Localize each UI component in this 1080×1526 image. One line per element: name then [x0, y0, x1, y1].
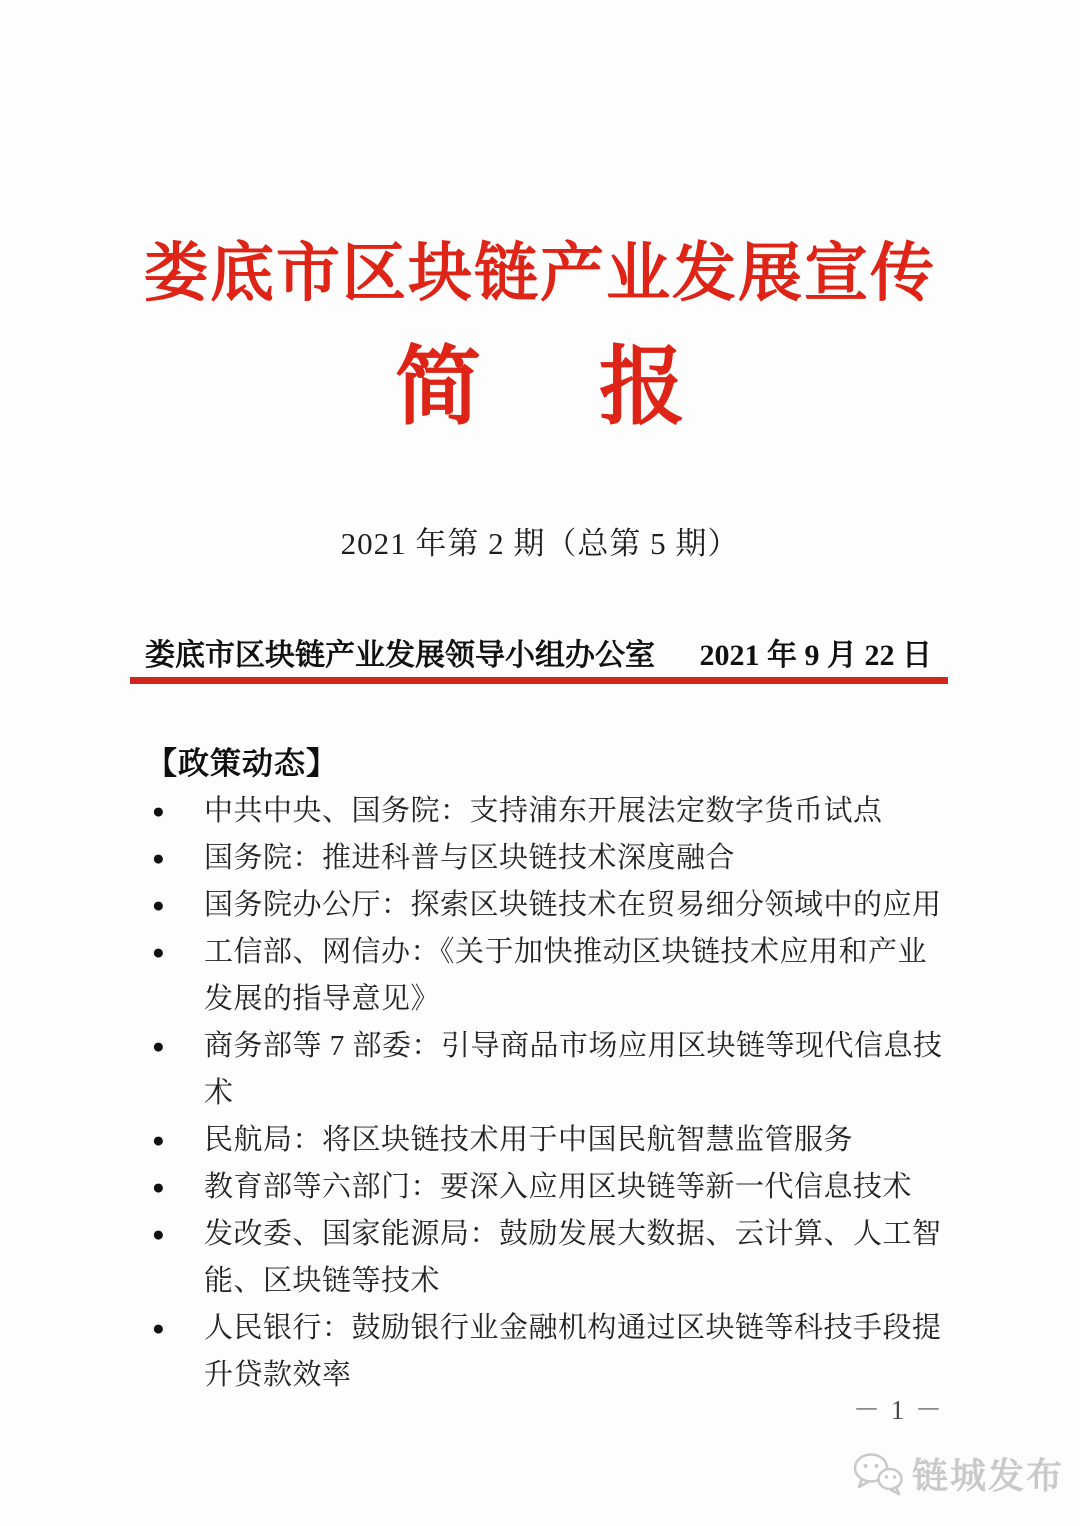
issuing-office: 娄底市区块链产业发展领导小组办公室 — [145, 639, 655, 672]
bullet-icon: ● — [152, 1175, 166, 1199]
watermark — [852, 1448, 1064, 1499]
bullet-icon: ● — [152, 1034, 166, 1058]
policy-list-item — [150, 1023, 950, 1117]
bulletin-subtitle — [0, 339, 1080, 435]
bulletin-title: 娄底市区块链产业发展宣传 — [144, 238, 936, 309]
bullet-icon: ● — [152, 1128, 166, 1152]
policy-item-text: 国务院：推进科普与区块链技术深度融合 — [204, 842, 736, 874]
policy-list-item — [150, 882, 950, 929]
bullet-icon: ● — [152, 1316, 166, 1340]
policy-list-item — [150, 1164, 950, 1211]
policy-list — [150, 788, 950, 1399]
policy-list-item — [150, 1117, 950, 1164]
issue-date: 2021 年 9 月 22 日 — [699, 639, 932, 672]
masthead-row — [145, 630, 932, 674]
red-divider-rule — [130, 677, 948, 684]
bullet-icon: ● — [152, 1222, 166, 1246]
policy-item-text: 国务院办公厅：探索区块链技术在贸易细分领域中的应用 — [204, 889, 942, 921]
policy-item-text: 工信部、网信办：《关于加快推动区块链技术应用和产业发展的指导意见》 — [204, 936, 928, 1015]
bullet-icon: ● — [152, 940, 166, 964]
bullet-icon: ● — [152, 893, 166, 917]
policy-item-text: 发改委、国家能源局：鼓励发展大数据、云计算、人工智能、区块链等技术 — [204, 1218, 942, 1297]
policy-list-item — [150, 929, 950, 1023]
policy-item-text: 商务部等 7 部委：引导商品市场应用区块链等现代信息技术 — [204, 1030, 943, 1109]
bullet-icon: ● — [152, 799, 166, 823]
policy-item-text: 民航局：将区块链技术用于中国民航智慧监管服务 — [204, 1124, 854, 1156]
policy-list-item — [150, 835, 950, 882]
issue-line: 2021 年第 2 期（总第 5 期） — [340, 526, 740, 561]
section-header-policy: 【政策动态】 — [146, 746, 338, 781]
policy-list-item — [150, 788, 950, 835]
policy-list-item — [150, 1305, 950, 1399]
page-number: － 1 － — [853, 1395, 944, 1425]
policy-item-text: 教育部等六部门：要深入应用区块链等新一代信息技术 — [204, 1171, 913, 1203]
subtitle-char-2: 报 — [599, 339, 685, 435]
policy-list-item — [150, 1211, 950, 1305]
watermark-text: 链城发布 — [912, 1455, 1065, 1496]
policy-item-text: 中共中央、国务院：支持浦东开展法定数字货币试点 — [204, 795, 883, 827]
policy-item-text: 人民银行：鼓励银行业金融机构通过区块链等科技手段提升贷款效率 — [204, 1312, 942, 1391]
bullet-icon: ● — [152, 846, 166, 870]
wechat-chat-bubbles-icon — [852, 1452, 904, 1496]
subtitle-char-1: 简 — [395, 339, 481, 435]
